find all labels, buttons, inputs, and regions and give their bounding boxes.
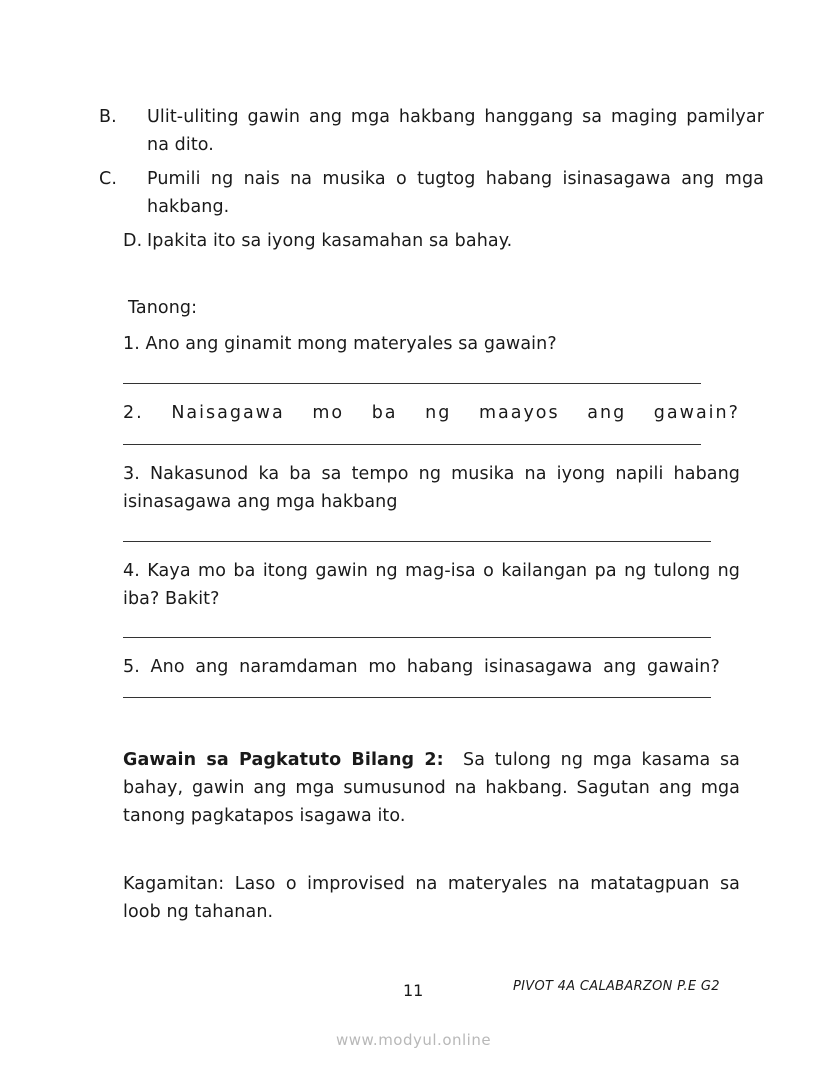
step-marker: D.	[123, 231, 143, 251]
step-b	[99, 103, 764, 159]
gawain-paragraph	[123, 746, 740, 830]
question-3: 3. Nakasunod ka ba sa tempo ng musika na iyong napili habang isinasagawa ang mga hakbang	[123, 464, 740, 512]
footer-label: PIVOT 4A CALABARZON P.E G2	[513, 979, 720, 994]
question-2-word: Naisagawa	[171, 403, 285, 423]
answer-line-4	[123, 637, 711, 638]
step-text: Pumili ng nais na musika o tugtog habang isinasagawa ang mga hakbang.	[147, 169, 764, 217]
gawain-text: Sa tulong ng mga kasama sa bahay, gawin ang mga sumusunod na hakbang. Sagutan ang mga tanong pagkatapos isagawa ito.	[123, 750, 740, 826]
step-marker: B.	[99, 107, 117, 127]
step-text: Ipakita ito sa iyong kasamahan sa bahay.	[147, 231, 513, 251]
question-2-word: ang	[587, 403, 627, 423]
page-number: 11	[403, 981, 424, 1000]
kagamitan-paragraph: Kagamitan: Laso o improvised na materyales na matatagpuan sa loob ng tahanan.	[123, 874, 740, 922]
gawain-title: Gawain sa Pagkatuto Bilang 2:	[123, 750, 444, 770]
question-2-word: gawain?	[653, 403, 740, 423]
question-2-word: 2.	[123, 403, 144, 423]
step-text: Ulit-uliting gawin ang mga hakbang hanggang sa maging pamilyar na dito.	[147, 107, 764, 155]
question-5	[123, 653, 740, 681]
answer-line-2	[123, 444, 701, 445]
question-4: 4. Kaya mo ba itong gawin ng mag-isa o kailangan pa ng tulong ng iba? Bakit?	[123, 561, 740, 609]
question-1: 1. Ano ang ginamit mong materyales sa gawain?	[123, 334, 557, 354]
question-2-word: ba	[371, 403, 398, 423]
step-marker: C.	[99, 169, 117, 189]
question-2-word: maayos	[478, 403, 560, 423]
question-2-word: ng	[425, 403, 452, 423]
watermark: www.modyul.online	[336, 1031, 492, 1049]
answer-line-3	[123, 541, 711, 542]
question-5-text: 5. Ano ang naramdaman mo habang isinasagawa ang gawain?	[123, 657, 720, 677]
step-c	[99, 165, 764, 221]
question-2-word: mo	[312, 403, 345, 423]
question-2	[123, 399, 740, 427]
step-d	[123, 227, 740, 255]
answer-line-5	[123, 697, 711, 698]
tanong-label: Tanong:	[128, 298, 198, 318]
answer-line-1	[123, 383, 701, 384]
